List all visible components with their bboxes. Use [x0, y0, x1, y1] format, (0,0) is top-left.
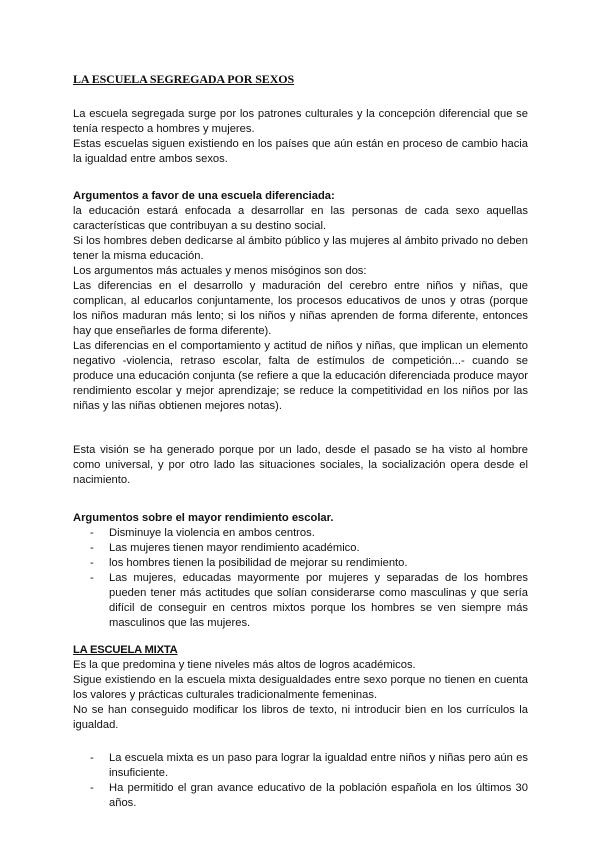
document-page [73, 72, 528, 811]
list-item [73, 781, 528, 811]
dash-bullet: - [90, 752, 94, 764]
dash-bullet: - [90, 542, 94, 554]
favor-paragraph-3: Los argumentos más actuales y menos misóginos son dos: [73, 265, 367, 277]
dash-bullet: - [90, 527, 94, 539]
favor-paragraph-4: Las diferencias en el desarrollo y maduración del cerebro entre niños y niñas, que complican, al educarlos conjuntamente, los procesos educativos de unos y otras (porque los niños maduran más lento; si los niños y niñas aprenden de forma diferente, entonces hay que enseñarles de forma diferente). [73, 280, 528, 337]
list-item-text: Las mujeres tienen mayor rendimiento académico. [109, 542, 360, 554]
mixta-paragraph-2: Sigue existiendo en la escuela mixta desigualdades entre sexo porque no tienen en cuenta los valores y prácticas culturales tradicionalmente femeninas. [73, 674, 528, 701]
vision-paragraph: Esta visión se ha generado porque por un lado, desde el pasado se ha visto al hombre como universal, y por otro lado las situaciones sociales, la socialización opera desde el nacimiento. [73, 444, 528, 486]
favor-paragraph-2: Si los hombres deben dedicarse al ámbito público y las mujeres al ámbito privado no deben tener la misma educación. [73, 235, 528, 262]
spacer [73, 733, 528, 751]
mixta-paragraph-1: Es la que predomina y tiene niveles más altos de logros académicos. [73, 659, 416, 671]
intro-paragraph-2: Estas escuelas siguen existiendo en los países que aún están en proceso de cambio hacia la igualdad entre ambos sexos. [73, 138, 528, 165]
dash-bullet: - [90, 782, 94, 794]
spacer [73, 631, 528, 643]
list-item-text: los hombres tienen la posibilidad de mejorar su rendimiento. [109, 557, 408, 569]
list-item-text: Las mujeres, educadas mayormente por mujeres y separadas de los hombres pueden tener más actitudes que solían considerarse como masculinas y que sería difícil de conseguir en centros mixtos porque los hombres se ven siempre más masculinos que las mujeres. [109, 572, 528, 629]
mixta-paragraph-3: No se han conseguido modificar los libros de texto, ni introducir bien en los currículos la igualdad. [73, 704, 528, 731]
rendimiento-heading: Argumentos sobre el mayor rendimiento escolar. [73, 512, 334, 524]
favor-paragraph-5: Las diferencias en el comportamiento y actitud de niños y niñas, que implican un elemento negativo -violencia, retraso escolar, falta de estímulos de competición...- cuando se produce una educación conjunta (se refiere a que la educación diferenciada produce mayor rendimiento escolar y mejor aprendizaje; se reduce la competitividad en los niños por las niñas y las niñas obtienen mejores notas). [73, 340, 528, 412]
list-item [73, 751, 528, 781]
spacer [73, 414, 528, 443]
document-title: LA ESCUELA SEGREGADA POR SEXOS [73, 72, 295, 86]
list-item [73, 556, 528, 571]
list-item [73, 571, 528, 631]
dash-bullet: - [90, 557, 94, 569]
spacer [73, 488, 528, 511]
spacer [73, 167, 528, 189]
mixta-list [73, 751, 528, 811]
list-item-text: Ha permitido el gran avance educativo de la población española en los últimos 30 años. [109, 782, 528, 809]
list-item-text: Disminuye la violencia en ambos centros. [109, 527, 315, 539]
dash-bullet: - [90, 572, 94, 584]
list-item [73, 526, 528, 541]
favor-heading: Argumentos a favor de una escuela diferenciada: [73, 190, 335, 202]
favor-paragraph-1: la educación estará enfocada a desarrollar en las personas de cada sexo aquellas características que contribuyan a su destino social. [73, 205, 528, 232]
intro-paragraph-1: La escuela segregada surge por los patrones culturales y la concepción diferencial que se tenía respecto a hombres y mujeres. [73, 108, 528, 135]
list-item [73, 541, 528, 556]
list-item-text: La escuela mixta es un paso para lograr la igualdad entre niños y niñas pero aún es insuficiente. [109, 752, 528, 779]
rendimiento-list [73, 526, 528, 631]
mixta-heading: LA ESCUELA MIXTA [73, 644, 178, 656]
